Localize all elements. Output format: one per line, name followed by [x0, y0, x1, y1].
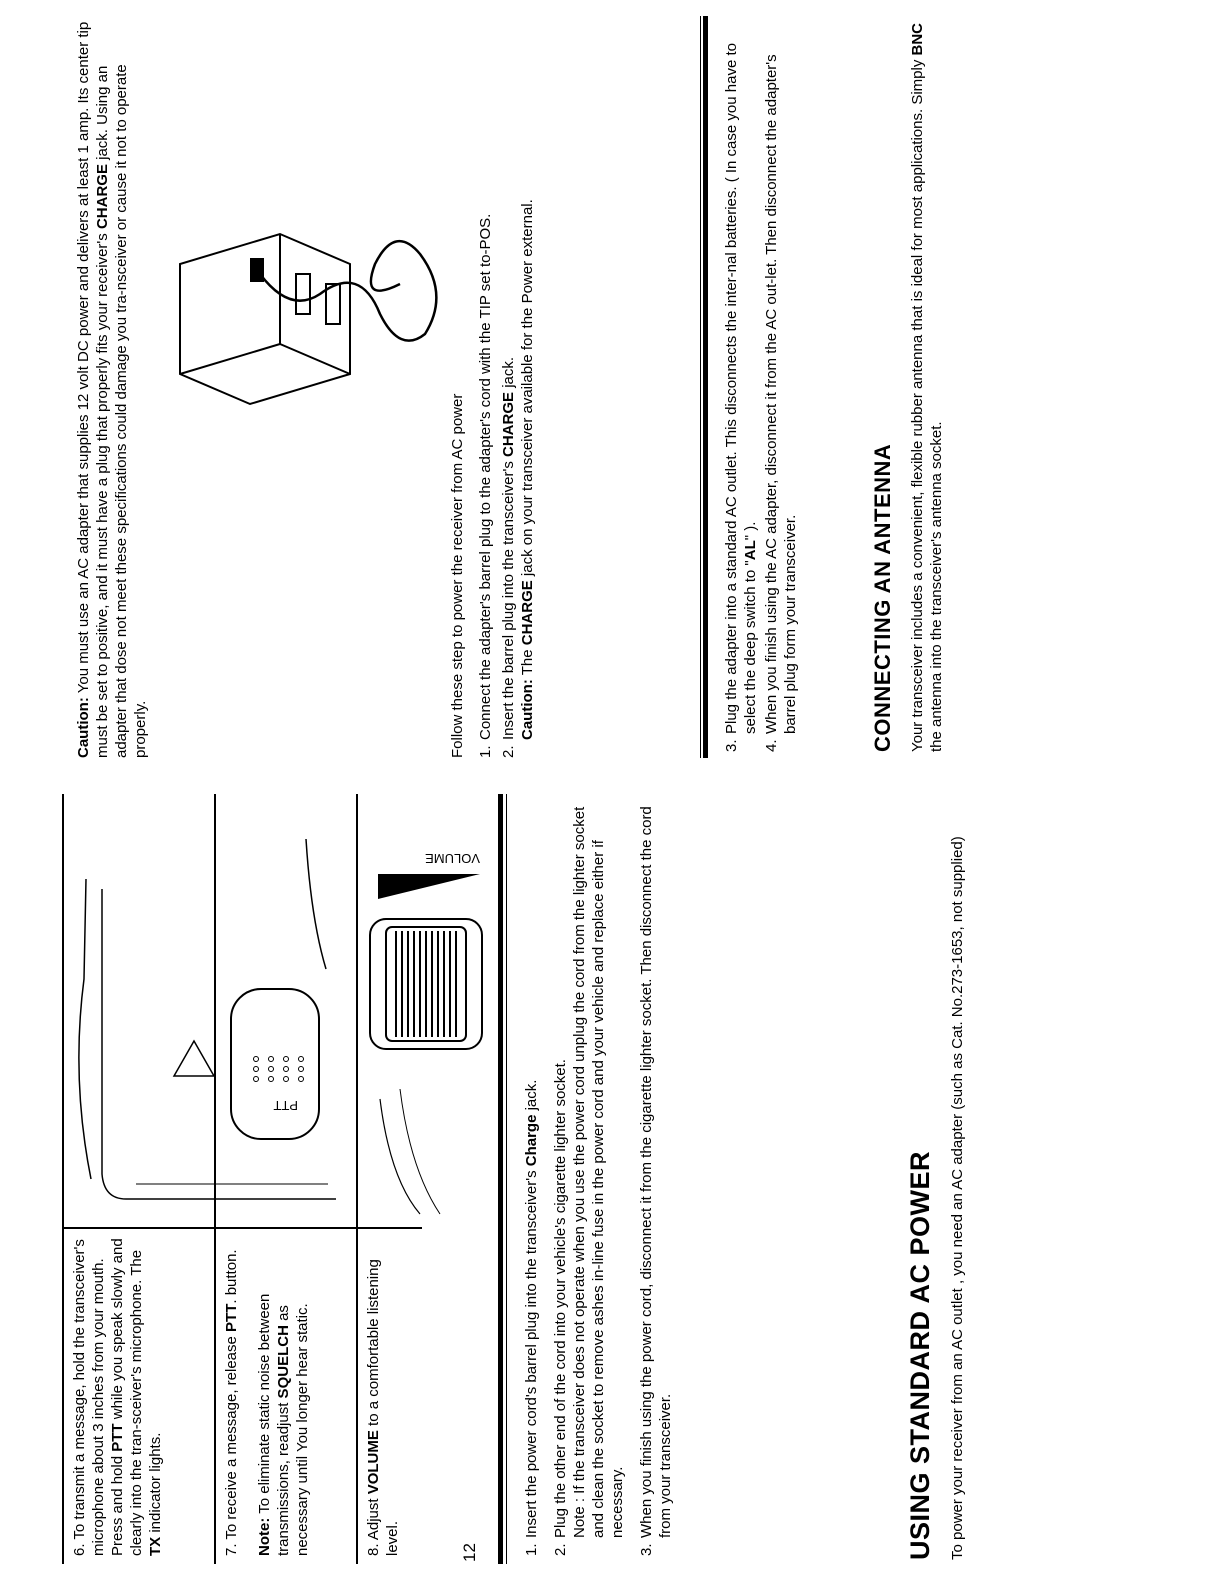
table-row-step-7 — [214, 794, 354, 1564]
vehicle-note: Note : If the transceiver does not operate when you use the power cord unplug the cord from the lighter socket and clean the socket to remove ashes in-line fuse in the power cord and your vehicle and replace either if necessary. — [571, 806, 626, 1538]
list-item: 3. Plug the adapter into a standard AC outlet. This disconnects the inter-nal batteries. ( In case you have to select the deep switch to "AL" ). — [723, 43, 759, 752]
ptt-illustration — [66, 799, 356, 1219]
ac-power-heading: USING STANDARD AC POWER — [905, 1151, 935, 1560]
note-label: Note: — [256, 1517, 273, 1556]
antenna-paragraph: Your transceiver includes a convenient, flexible rubber antenna that is ideal for most applications. Simply BNC the antenna into the transceiver's antenna socket. — [909, 23, 945, 752]
step-number: 6. — [71, 1543, 88, 1556]
volume-ramp — [378, 874, 480, 899]
antenna-heading: CONNECTING AN ANTENNA — [870, 443, 895, 752]
vehicle-steps-list — [522, 796, 685, 1556]
list-item: 2. Insert the barrel plug into the transceiver's CHARGE jack. Caution: The CHARGE jack on your transceiver available for the Power external. — [500, 199, 536, 758]
step-8-text: 8. Adjust VOLUME to a comfortable listening level. — [365, 1259, 401, 1556]
ptt-label: PTT — [273, 1098, 298, 1113]
ac-power-intro: To power your receiver from an AC outlet , you need an AC adapter (such as Cat. No.273-1653, not supplied) — [949, 836, 966, 1560]
ac-steps-list — [476, 16, 547, 758]
section-rule — [703, 16, 708, 758]
list-item: 2. Plug the other end of the cord into your vehicle's cigarette lighter socket. Note : If the transceiver does not operate when you use the power cord unplug the cord from the lighter socket and clean the socket to remove ashes in-line fuse in the power cord and your vehicle and replace either if necessary. — [552, 806, 626, 1556]
caution-label: Caution: — [519, 679, 536, 740]
list-item: 3. When you finish using the power cord, disconnect it from the cigarette lighter socket. Then disconnect the cord from your transceiver. — [638, 806, 674, 1556]
section-rule-thin — [506, 794, 507, 1564]
list-item: 1. Insert the power cord's barrel plug into the transceiver's Charge jack. — [523, 1079, 540, 1556]
adapter-cord-illustration — [250, 174, 450, 374]
caution-paragraph: Caution: You must use an AC adapter that supplies 12 volt DC power and delivers at least 1 amp. Its center tip must be set to positive, and it must have a plug that properly fits your receiver's CHARGE jack. Using an adapter that dose not meet these specifications could damage you tra-nsceiver or cause it not to operate properly. — [75, 21, 149, 758]
list-item: 1. Connect the adapter's barrel plug to the adapter's cord with the TIP set to-POS. — [477, 213, 494, 758]
ac-steps-intro: Follow these step to power the receiver from AC power — [449, 393, 466, 758]
section-rule — [498, 794, 503, 1564]
ac-steps-cont-list — [722, 16, 810, 752]
list-item: 4. When you finish using the AC adapter, disconnect it from the AC out-let. Then disconnect the adapter's barrel plug form your transceiver. — [763, 54, 799, 752]
step-6-text: 6. To transmit a message, hold the transceiver's microphone about 3 inches from your mouth. Press and hold PTT while you speak slowly and clearly into the tran-sceiver's microphone. The TX indicator lights. — [71, 1238, 164, 1556]
volume-label: VOLUME — [425, 851, 480, 866]
caution-label: Caution: — [75, 697, 92, 758]
page-number: 12 — [460, 1543, 479, 1562]
section-rule-thin — [700, 16, 701, 758]
step-7-text: 7. To receive a message, release PTT. button. Note: To eliminate static noise between transmissions, readjust SQUELCH as necessary until You longer hear static. — [223, 1249, 311, 1556]
